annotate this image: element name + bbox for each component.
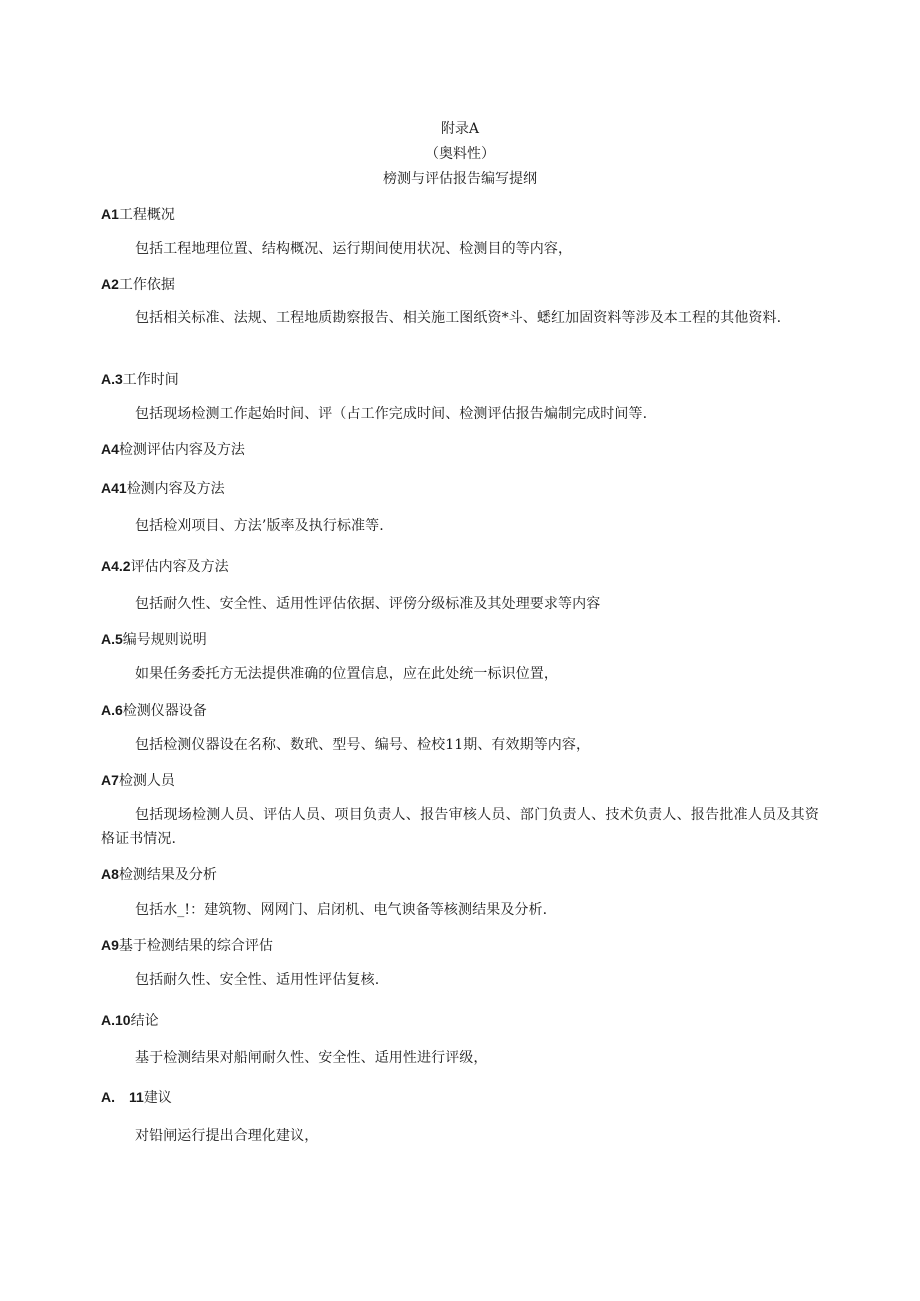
section-title: 工程概况 xyxy=(118,207,175,223)
section-paragraph: 包括耐久性、安全性、适用性评估复核. xyxy=(135,972,380,988)
document-title: 榜测与评估报告编写提纲 xyxy=(383,171,537,187)
section-paragraph: 如果任务委托方无法提供准确的位置信息，应在此处统一标识位置， xyxy=(135,666,558,682)
section-paragraph: 包括相关标准、法规、工程地质勘察报告、相关施工图纸资*斗、蟋红加固资料等涉及本工程的其他资料. xyxy=(135,310,782,326)
section-number: A.10 xyxy=(101,1012,131,1028)
section-number: A1 xyxy=(101,206,119,222)
section-heading-a2 xyxy=(101,275,175,294)
section-number: A9 xyxy=(101,937,119,953)
section-paragraph: 包括工程地理位置、结构概况、运行期间使用状况、检测目的等内容， xyxy=(135,241,573,257)
section-title: 检测结果及分析 xyxy=(118,867,217,883)
section-heading-a41 xyxy=(101,479,225,498)
section-number: A7 xyxy=(101,772,119,788)
section-heading-a7 xyxy=(101,771,175,790)
section-paragraph: 基于检测结果对船闸耐久性、安全性、适用性进行评级， xyxy=(135,1050,488,1066)
section-heading-a11 xyxy=(101,1088,172,1107)
section-number: A4.2 xyxy=(101,558,131,574)
section-title: 编号规则说明 xyxy=(122,632,207,648)
section-paragraph: 包括耐久性、安全性、适用性评估依据、评傍分级标准及其处理要求等内容 xyxy=(135,596,601,612)
section-number: A.3 xyxy=(101,371,123,387)
section-heading-a1 xyxy=(101,205,175,224)
section-title: 检测评估内容及方法 xyxy=(118,442,245,458)
section-number: A.5 xyxy=(101,631,123,647)
section-title: 检测内容及方法 xyxy=(126,481,225,497)
section-title: 建议 xyxy=(143,1090,172,1106)
section-heading-a5 xyxy=(101,630,207,649)
section-heading-a3 xyxy=(101,370,179,389)
section-heading-a42 xyxy=(101,557,229,576)
section-title: 工作依据 xyxy=(118,277,175,293)
section-heading-a9 xyxy=(101,936,273,955)
section-heading-a10 xyxy=(101,1011,159,1030)
appendix-label: 附录A xyxy=(440,121,480,137)
section-paragraph: 包括检刈项目、方法’版率及执行标准等. xyxy=(135,518,384,534)
section-number: A2 xyxy=(101,276,119,292)
section-title: 结论 xyxy=(130,1013,159,1029)
section-paragraph: 包括水_!：建筑物、网网门、启闭机、电气谀备等核测结果及分析. xyxy=(135,902,548,918)
section-number: A.6 xyxy=(101,702,123,718)
section-number: A8 xyxy=(101,866,119,882)
section-number: A. 11 xyxy=(101,1089,144,1105)
section-heading-a8 xyxy=(101,865,217,884)
appendix-nature: （奥料性） xyxy=(425,146,495,162)
section-paragraph: 对铅闸运行提出合理化建议， xyxy=(135,1128,319,1144)
section-heading-a4 xyxy=(101,440,245,459)
section-title: 检测仪器设备 xyxy=(122,703,207,719)
section-paragraph: 包括检测仪器设在名称、数玳、型号、编号、检校11期、有效期等内容， xyxy=(135,737,591,753)
section-heading-a6 xyxy=(101,701,207,720)
section-paragraph: 包括现场检测工作起始时间、评（占工作完成时间、检测评估报告煸制完成时间等. xyxy=(135,406,648,422)
section-title: 基于检测结果的综合评估 xyxy=(118,938,273,954)
section-number: A4 xyxy=(101,441,119,457)
section-title: 检测人员 xyxy=(118,773,175,789)
section-title: 评估内容及方法 xyxy=(130,559,229,575)
section-number: A41 xyxy=(101,480,127,496)
section-title: 工作时间 xyxy=(122,372,179,388)
section-paragraph: 包括现场检测人员、评估人员、项目负责人、报告审核人员、部门负责人、技术负责人、报告批准人员及其资格证书情况. xyxy=(101,807,819,847)
